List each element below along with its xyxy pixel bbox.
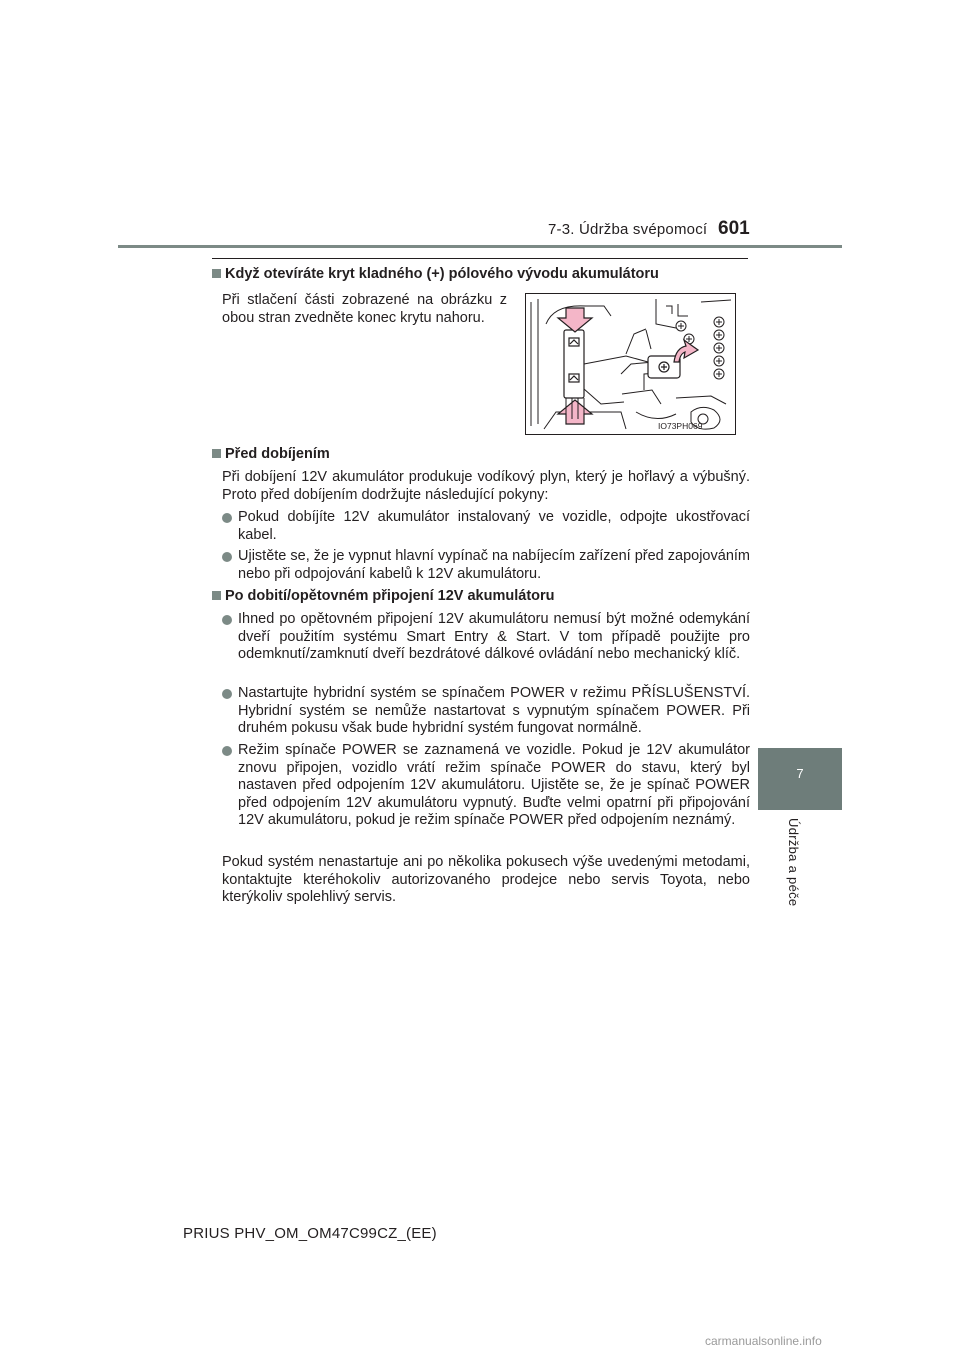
chapter-number: 7 (796, 766, 804, 781)
section-heading-charging (212, 446, 752, 464)
lift-arrow-icon (674, 340, 698, 362)
chapter-side-label: Údržba a péče (786, 818, 801, 907)
section-heading-after (212, 588, 752, 606)
bullet-dot-icon (222, 615, 232, 625)
figure-id: IO73PH069 (658, 421, 703, 431)
list-item (222, 548, 750, 583)
bullet-dot-icon (222, 513, 232, 523)
document-code: PRIUS PHV_OM_OM47C99CZ_(EE) (183, 1225, 437, 1242)
list-item-text: Ihned po opětovném připojení 12V akumulátoru nemusí být možné odemykání dveří použitím systému Smart Entry & Start. V tom případě použijte pro odemknutí/zamknutí dveří bezdrátové dálkové ovládání nebo mechanický klíč. (238, 611, 750, 662)
bullet-dot-icon (222, 746, 232, 756)
press-down-arrow-icon (558, 308, 592, 332)
list-item (222, 742, 750, 830)
cover-instruction: Při stlačení části zobrazené na obrázku z obou stran zvedněte konec krytu nahoru. (222, 292, 507, 326)
heading-text: Po dobití/opětovném připojení 12V akumulátoru (225, 588, 555, 604)
square-bullet-icon (212, 269, 221, 278)
list-item (222, 611, 750, 664)
heading-text: Když otevíráte kryt kladného (+) pólového vývodu akumulátoru (225, 266, 659, 282)
list-item-text: Pokud dobíjíte 12V akumulátor instalovaný ve vozidle, odpojte ukostřovací kabel. (238, 509, 750, 543)
section-divider (212, 258, 748, 259)
heading-text: Před dobíjením (225, 446, 330, 462)
list-item (222, 685, 750, 738)
bullet-dot-icon (222, 689, 232, 699)
list-item (222, 509, 750, 544)
section-title: 7-3. Údržba svépomocí (548, 221, 708, 238)
header-rule (118, 245, 842, 248)
bullet-dot-icon (222, 552, 232, 562)
square-bullet-icon (212, 449, 221, 458)
closing-paragraph: Pokud systém nenastartuje ani po několika pokusech výše uvedenými metodami, kontaktujte kteréhokoliv autorizovaného prodejce nebo servis Toyota, nebo kterýkoliv spolehlivý servis. (222, 854, 750, 905)
list-item-text: Nastartujte hybridní systém se spínačem POWER v režimu PŘÍSLUŠENSTVÍ. Hybridní systém se nemůže nastartovat s vypnutým spínačem POWER. Při druhém pokusu však bude hybridní systém fungovat normálně. (238, 685, 750, 736)
list-item-text: Režim spínače POWER se zaznamená ve vozidle. Pokud je 12V akumulátor znovu připojen, vozidlo vrátí režim spínače POWER do stavu, který byl nastaven před odpojením 12V akumulátoru. Ujistěte se, že je spínač POWER před odpojením 12V akumulátoru vypnutý. Buďte velmi opatrní při připojování 12V akumulátoru, pokud je režim spínače POWER před odpojením neznámý. (238, 742, 750, 828)
list-item-text: Ujistěte se, že je vypnut hlavní vypínač na nabíjecím zařízení před zapojováním nebo při odpojování kabelů k 12V akumulátoru. (238, 548, 750, 582)
square-bullet-icon (212, 591, 221, 600)
battery-cover-illustration (525, 293, 736, 435)
battery-illustration-svg (526, 294, 735, 434)
charging-intro: Při dobíjení 12V akumulátor produkuje vodíkový plyn, který je hořlavý a výbušný. Proto před dobíjením dodržujte následující pokyny: (222, 469, 750, 503)
press-up-arrow-icon (558, 400, 592, 424)
page-number: 601 (718, 218, 750, 239)
chapter-tab (758, 748, 842, 810)
watermark: carmanualsonline.info (705, 1334, 822, 1348)
section-heading-cover (212, 266, 752, 284)
